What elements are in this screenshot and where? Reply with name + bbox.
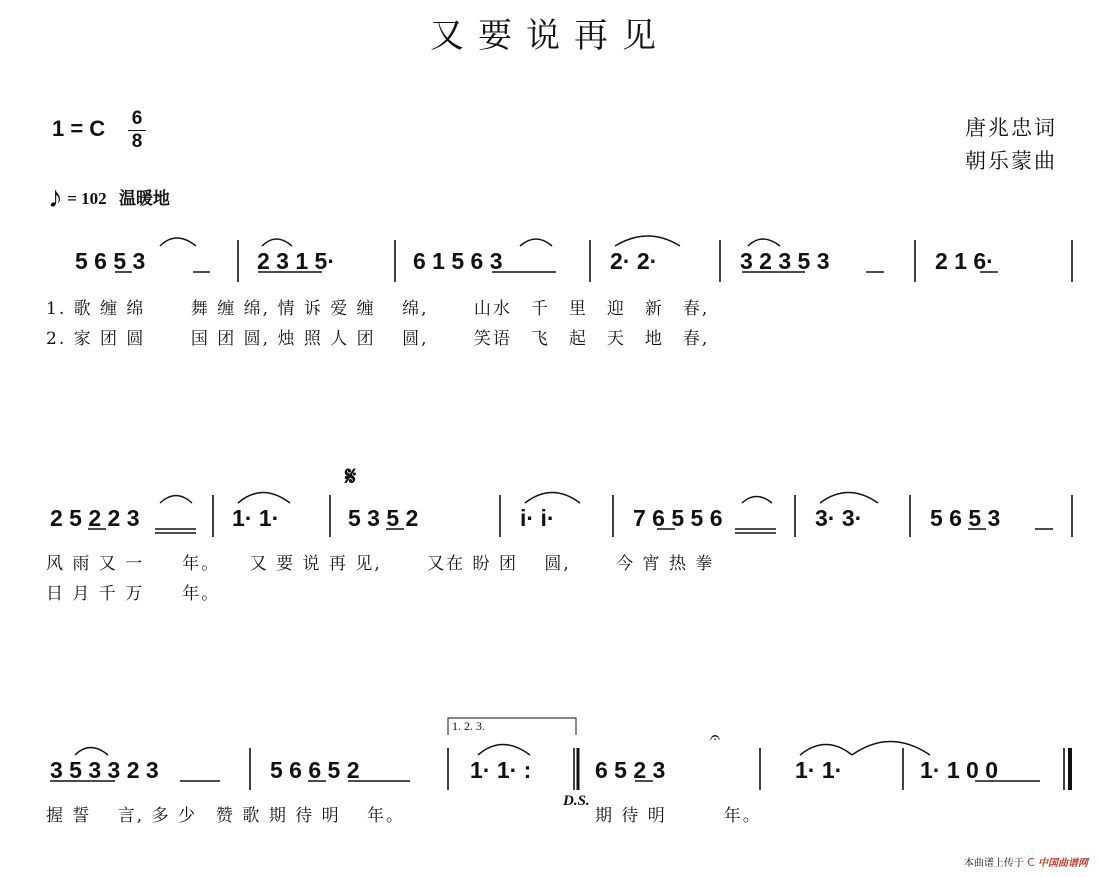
measure-notes: 3 5 3 3 2 3 — [50, 757, 159, 783]
measure-notes: 2 5 2 2 3 — [50, 505, 140, 531]
lyrics-line2-verse1: 风 雨 又 一 年。 又 要 说 再 见, 又在 盼 团 圆, 今 宵 热 拳 — [46, 554, 715, 574]
measure-notes: 1· 1· — [795, 757, 843, 783]
time-signature-top: 6 — [131, 108, 143, 129]
lyrics-line1-verse2: 2. 家 团 圆 国 团 圆, 烛 照 人 团 圆, 笑语 飞 起 天 地 春, — [46, 329, 710, 349]
eighth-note-icon: ♪ — [48, 181, 63, 214]
fermata-icon: 𝄐 — [710, 727, 721, 748]
measure-notes: i· i· — [520, 505, 555, 531]
measure-notes: 5 6 5 3 — [930, 505, 1001, 531]
measure-notes: 5 6 6 5 2 — [270, 757, 360, 783]
tempo-expression: 温暖地 — [118, 189, 170, 209]
composer-credit: 朝乐蒙曲 — [965, 149, 1057, 173]
measure-notes: 3 2 3 5 3 — [740, 248, 830, 274]
site-logo-icon: C — [1027, 856, 1035, 869]
lyrics-line3-verse1: 握 誓 言, 多 少 赞 歌 期 待 明 年。 — [46, 806, 406, 826]
footer-prefix: 本曲谱上传于 — [963, 858, 1024, 869]
measure-notes: 1· 1· : — [470, 757, 532, 783]
measure-notes: 2 1 6· — [935, 248, 994, 274]
lyrics-line1-verse1: 1. 歌 缠 绵 舞 缠 绵, 情 诉 爱 缠 绵, 山水 千 里 迎 新 春, — [46, 299, 710, 319]
measure-notes: 1· 1· — [232, 505, 280, 531]
measure-notes: 1· 1 0 0 — [920, 757, 998, 783]
measure-notes: 5 3 5 2 — [348, 505, 419, 531]
tempo-bpm: = 102 — [67, 189, 107, 208]
measure-notes: 2 3 1 5· — [257, 248, 335, 274]
lyricist-credit: 唐兆忠词 — [965, 116, 1057, 140]
rhythm-underlines — [50, 272, 1053, 781]
measure-notes: 6 1 5 6 3 — [413, 248, 503, 274]
bar-lines — [213, 240, 1072, 790]
time-signature-bottom: 8 — [131, 131, 143, 152]
segno-sign: 𝄋 — [345, 462, 357, 492]
measure-notes: 6 5 2 3 — [595, 757, 666, 783]
measure-notes: 5 6 5 3 — [75, 248, 146, 274]
lyrics-line3-verse1-end: 期 待 明 年。 — [595, 806, 762, 826]
ds-marking: D.S. — [563, 793, 590, 809]
ties-and-slurs — [75, 236, 930, 755]
volta-label: 1. 2. 3. — [452, 719, 485, 733]
measure-notes: 3· 3· — [815, 505, 863, 531]
measure-notes: 7 6 5 5 6 — [633, 505, 723, 531]
measure-notes: 2· 2· — [610, 248, 658, 274]
page-title: 又要说再见 — [430, 16, 670, 56]
footer-brand[interactable]: 中国曲谱网 — [1038, 858, 1088, 869]
lyrics-line2-verse2: 日 月 千 万 年。 — [46, 584, 221, 604]
key-signature: 1 = C — [52, 116, 106, 141]
